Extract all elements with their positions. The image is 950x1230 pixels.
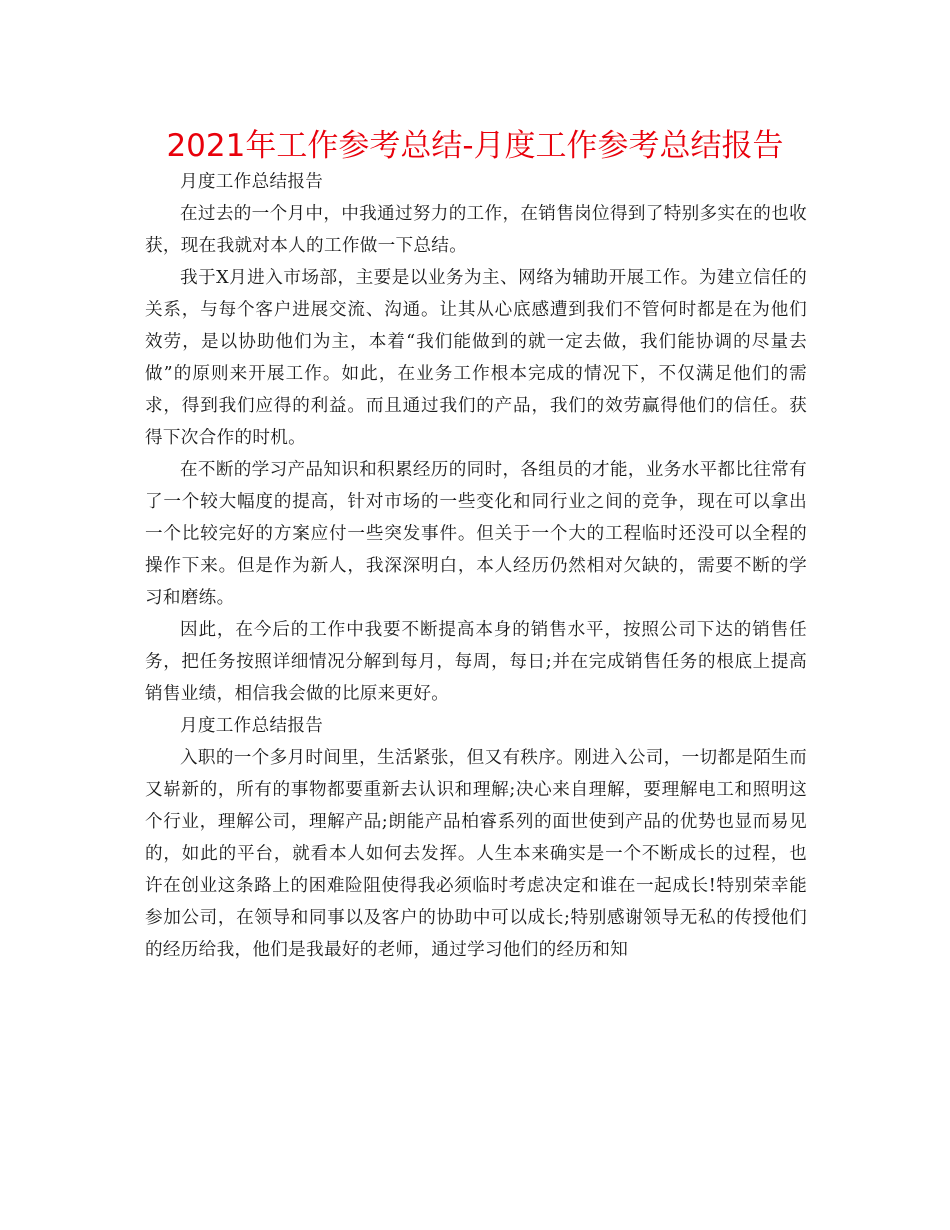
paragraph: 我于X月进入市场部，主要是以业务为主、网络为辅助开展工作。为建立信任的关系，与每个客户进展交流、沟通。让其从心底感遭到我们不管何时都是在为他们效劳，是以协助他们为主，本着“我们能做到的就一定去做，我们能协调的尽量去做”的原则来开展工作。如此，在业务工作根本完成的情况下，不仅满足他们的需求，得到我们应得的利益。而且通过我们的产品，我们的效劳赢得他们的信任。获得下次合作的时机。 xyxy=(145,268,807,448)
paragraph: 入职的一个多月时间里，生活紧张，但又有秩序。刚进入公司，一切都是陌生而又崭新的，所有的事物都要重新去认识和理解;决心来自理解，要理解电工和照明这个行业，理解公司，理解产品;朗能产品柏睿系列的面世使到产品的优势也显而易见的，如此的平台，就看本人如何去发挥。人生本来确实是一个不断成长的过程，也许在创业这条路上的困难险阻使得我必须临时考虑决定和谁在一起成长!特别荣幸能参加公司，在领导和同事以及客户的协助中可以成长;特别感谢领导无私的传授他们的经历给我，他们是我最好的老师，通过学习他们的经历和知 xyxy=(145,748,807,960)
document-title: 2021年工作参考总结-月度工作参考总结报告 xyxy=(166,128,784,164)
paragraph: 在不断的学习产品知识和积累经历的同时，各组员的才能，业务水平都比往常有了一个较大幅度的提高，针对市场的一些变化和同行业之间的竞争，现在可以拿出一个比较完好的方案应付一些突发事件。但关于一个大的工程临时还没可以全程的操作下来。但是作为新人，我深深明白，本人经历仍然相对欠缺的，需要不断的学习和磨练。 xyxy=(145,460,807,608)
paragraph: 在过去的一个月中，中我通过努力的工作，在销售岗位得到了特别多实在的也收获，现在我就对本人的工作做一下总结。 xyxy=(145,204,807,256)
paragraph-subheading: 月度工作总结报告 xyxy=(180,716,324,736)
paragraph-subheading: 月度工作总结报告 xyxy=(180,172,324,192)
paragraph: 因此，在今后的工作中我要不断提高本身的销售水平，按照公司下达的销售任务，把任务按照详细情况分解到每月，每周，每日;并在完成销售任务的根底上提高销售业绩，相信我会做的比原来更好。 xyxy=(145,620,807,704)
document-body xyxy=(145,166,807,966)
